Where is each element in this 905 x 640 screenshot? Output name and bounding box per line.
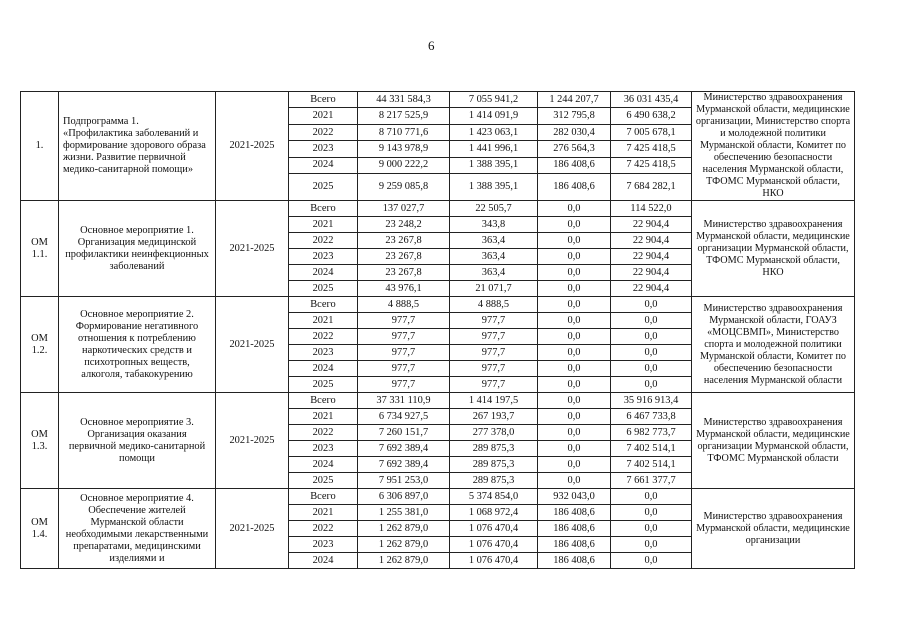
federal-budget-cell: 363,4 bbox=[450, 265, 538, 281]
other-sources-cell: 0,0 bbox=[611, 553, 692, 569]
executors-cell: Министерство здравоохранения Мурманской области, медицинские организации, Министерство спорта и молодежной политики Мурманской области, Комитет по обеспечению безопасности населения Мурманской области, ТФОМС Мурманской области, НКО bbox=[692, 92, 855, 201]
total-cell: 137 027,7 bbox=[358, 201, 450, 217]
regional-budget-cell: 0,0 bbox=[538, 297, 611, 313]
other-sources-cell: 0,0 bbox=[611, 505, 692, 521]
other-sources-cell: 7 684 282,1 bbox=[611, 174, 692, 201]
executors-cell: Министерство здравоохранения Мурманской области, медицинские организации bbox=[692, 489, 855, 569]
item-period: 2021-2025 bbox=[216, 393, 289, 489]
federal-budget-cell: 1 068 972,4 bbox=[450, 505, 538, 521]
regional-budget-cell: 0,0 bbox=[538, 233, 611, 249]
year-cell: 2024 bbox=[289, 553, 358, 569]
federal-budget-cell: 5 374 854,0 bbox=[450, 489, 538, 505]
regional-budget-cell: 0,0 bbox=[538, 473, 611, 489]
other-sources-cell: 0,0 bbox=[611, 329, 692, 345]
total-cell: 1 262 879,0 bbox=[358, 537, 450, 553]
year-cell: 2024 bbox=[289, 265, 358, 281]
item-number: ОМ 1.3. bbox=[21, 393, 59, 489]
other-sources-cell: 0,0 bbox=[611, 361, 692, 377]
total-cell: 9 259 085,8 bbox=[358, 174, 450, 201]
other-sources-cell: 0,0 bbox=[611, 297, 692, 313]
total-cell: 7 951 253,0 bbox=[358, 473, 450, 489]
executors-cell: Министерство здравоохранения Мурманской области, ГОАУЗ «МОЦСВМП», Министерство спорта и молодежной политики Мурманской области, Комитет по обеспечению безопасности населения Мурманской области bbox=[692, 297, 855, 393]
year-cell: 2022 bbox=[289, 329, 358, 345]
federal-budget-cell: 277 378,0 bbox=[450, 425, 538, 441]
item-number: 1. bbox=[21, 92, 59, 201]
item-period: 2021-2025 bbox=[216, 201, 289, 297]
other-sources-cell: 0,0 bbox=[611, 377, 692, 393]
other-sources-cell: 36 031 435,4 bbox=[611, 92, 692, 108]
item-number: ОМ 1.1. bbox=[21, 201, 59, 297]
other-sources-cell: 22 904,4 bbox=[611, 217, 692, 233]
total-cell: 7 692 389,4 bbox=[358, 457, 450, 473]
other-sources-cell: 6 467 733,8 bbox=[611, 409, 692, 425]
regional-budget-cell: 0,0 bbox=[538, 313, 611, 329]
year-cell: 2024 bbox=[289, 157, 358, 173]
other-sources-cell: 0,0 bbox=[611, 537, 692, 553]
federal-budget-cell: 1 441 996,1 bbox=[450, 141, 538, 157]
other-sources-cell: 0,0 bbox=[611, 345, 692, 361]
federal-budget-cell: 363,4 bbox=[450, 233, 538, 249]
year-cell: 2024 bbox=[289, 361, 358, 377]
regional-budget-cell: 282 030,4 bbox=[538, 124, 611, 140]
regional-budget-cell: 186 408,6 bbox=[538, 157, 611, 173]
regional-budget-cell: 0,0 bbox=[538, 425, 611, 441]
other-sources-cell: 22 904,4 bbox=[611, 265, 692, 281]
year-cell: 2023 bbox=[289, 249, 358, 265]
total-cell: 4 888,5 bbox=[358, 297, 450, 313]
item-name: Подпрограмма 1. «Профилактика заболеваний и формирование здорового образа жизни. Развитие первичной медико-санитарной помощи» bbox=[59, 92, 216, 201]
year-cell: 2021 bbox=[289, 108, 358, 124]
federal-budget-cell: 7 055 941,2 bbox=[450, 92, 538, 108]
total-cell: 7 260 151,7 bbox=[358, 425, 450, 441]
other-sources-cell: 0,0 bbox=[611, 521, 692, 537]
regional-budget-cell: 0,0 bbox=[538, 409, 611, 425]
regional-budget-cell: 1 244 207,7 bbox=[538, 92, 611, 108]
regional-budget-cell: 0,0 bbox=[538, 361, 611, 377]
year-cell: Всего bbox=[289, 92, 358, 108]
total-cell: 977,7 bbox=[358, 313, 450, 329]
table-row bbox=[21, 489, 855, 505]
item-name: Основное мероприятие 4. Обеспечение жителей Мурманской области необходимыми лекарственными препаратами, медицинскими изделиями и bbox=[59, 489, 216, 569]
federal-budget-cell: 22 505,7 bbox=[450, 201, 538, 217]
other-sources-cell: 7 661 377,7 bbox=[611, 473, 692, 489]
regional-budget-cell: 276 564,3 bbox=[538, 141, 611, 157]
other-sources-cell: 114 522,0 bbox=[611, 201, 692, 217]
year-cell: 2025 bbox=[289, 377, 358, 393]
total-cell: 7 692 389,4 bbox=[358, 441, 450, 457]
other-sources-cell: 0,0 bbox=[611, 489, 692, 505]
item-number: ОМ 1.2. bbox=[21, 297, 59, 393]
federal-budget-cell: 267 193,7 bbox=[450, 409, 538, 425]
total-cell: 977,7 bbox=[358, 377, 450, 393]
other-sources-cell: 22 904,4 bbox=[611, 249, 692, 265]
regional-budget-cell: 0,0 bbox=[538, 393, 611, 409]
total-cell: 977,7 bbox=[358, 345, 450, 361]
item-period: 2021-2025 bbox=[216, 489, 289, 569]
program-funding-table bbox=[20, 91, 855, 569]
item-number: ОМ 1.4. bbox=[21, 489, 59, 569]
total-cell: 44 331 584,3 bbox=[358, 92, 450, 108]
other-sources-cell: 0,0 bbox=[611, 313, 692, 329]
total-cell: 1 255 381,0 bbox=[358, 505, 450, 521]
total-cell: 8 710 771,6 bbox=[358, 124, 450, 140]
federal-budget-cell: 21 071,7 bbox=[450, 281, 538, 297]
federal-budget-cell: 977,7 bbox=[450, 361, 538, 377]
table-row bbox=[21, 201, 855, 217]
federal-budget-cell: 977,7 bbox=[450, 345, 538, 361]
regional-budget-cell: 186 408,6 bbox=[538, 521, 611, 537]
year-cell: 2025 bbox=[289, 174, 358, 201]
regional-budget-cell: 0,0 bbox=[538, 249, 611, 265]
item-period: 2021-2025 bbox=[216, 92, 289, 201]
federal-budget-cell: 977,7 bbox=[450, 313, 538, 329]
year-cell: Всего bbox=[289, 201, 358, 217]
year-cell: 2022 bbox=[289, 521, 358, 537]
regional-budget-cell: 0,0 bbox=[538, 265, 611, 281]
item-name: Основное мероприятие 3. Организация оказания первичной медико-санитарной помощи bbox=[59, 393, 216, 489]
other-sources-cell: 35 916 913,4 bbox=[611, 393, 692, 409]
federal-budget-cell: 363,4 bbox=[450, 249, 538, 265]
table-row bbox=[21, 92, 855, 108]
total-cell: 6 306 897,0 bbox=[358, 489, 450, 505]
federal-budget-cell: 977,7 bbox=[450, 377, 538, 393]
year-cell: 2023 bbox=[289, 537, 358, 553]
total-cell: 9 143 978,9 bbox=[358, 141, 450, 157]
total-cell: 6 734 927,5 bbox=[358, 409, 450, 425]
regional-budget-cell: 186 408,6 bbox=[538, 553, 611, 569]
federal-budget-cell: 1 076 470,4 bbox=[450, 553, 538, 569]
other-sources-cell: 6 490 638,2 bbox=[611, 108, 692, 124]
year-cell: 2022 bbox=[289, 425, 358, 441]
federal-budget-cell: 1 388 395,1 bbox=[450, 174, 538, 201]
total-cell: 43 976,1 bbox=[358, 281, 450, 297]
total-cell: 977,7 bbox=[358, 361, 450, 377]
year-cell: Всего bbox=[289, 393, 358, 409]
regional-budget-cell: 186 408,6 bbox=[538, 537, 611, 553]
year-cell: 2021 bbox=[289, 505, 358, 521]
year-cell: 2023 bbox=[289, 345, 358, 361]
other-sources-cell: 22 904,4 bbox=[611, 233, 692, 249]
total-cell: 23 248,2 bbox=[358, 217, 450, 233]
executors-cell: Министерство здравоохранения Мурманской области, медицинские организации Мурманской области, ТФОМС Мурманской области, НКО bbox=[692, 201, 855, 297]
federal-budget-cell: 1 414 091,9 bbox=[450, 108, 538, 124]
regional-budget-cell: 0,0 bbox=[538, 217, 611, 233]
year-cell: Всего bbox=[289, 297, 358, 313]
page-number: 6 bbox=[428, 38, 435, 53]
year-cell: 2021 bbox=[289, 217, 358, 233]
year-cell: Всего bbox=[289, 489, 358, 505]
total-cell: 977,7 bbox=[358, 329, 450, 345]
item-period: 2021-2025 bbox=[216, 297, 289, 393]
other-sources-cell: 7 402 514,1 bbox=[611, 457, 692, 473]
other-sources-cell: 7 005 678,1 bbox=[611, 124, 692, 140]
year-cell: 2023 bbox=[289, 441, 358, 457]
other-sources-cell: 6 982 773,7 bbox=[611, 425, 692, 441]
table-row bbox=[21, 393, 855, 409]
year-cell: 2025 bbox=[289, 281, 358, 297]
total-cell: 8 217 525,9 bbox=[358, 108, 450, 124]
table-row bbox=[21, 297, 855, 313]
regional-budget-cell: 0,0 bbox=[538, 457, 611, 473]
federal-budget-cell: 1 388 395,1 bbox=[450, 157, 538, 173]
regional-budget-cell: 0,0 bbox=[538, 377, 611, 393]
federal-budget-cell: 343,8 bbox=[450, 217, 538, 233]
total-cell: 37 331 110,9 bbox=[358, 393, 450, 409]
regional-budget-cell: 0,0 bbox=[538, 441, 611, 457]
year-cell: 2024 bbox=[289, 457, 358, 473]
year-cell: 2022 bbox=[289, 124, 358, 140]
federal-budget-cell: 977,7 bbox=[450, 329, 538, 345]
executors-cell: Министерство здравоохранения Мурманской области, медицинские организации Мурманской области, ТФОМС Мурманской области bbox=[692, 393, 855, 489]
other-sources-cell: 22 904,4 bbox=[611, 281, 692, 297]
year-cell: 2022 bbox=[289, 233, 358, 249]
other-sources-cell: 7 402 514,1 bbox=[611, 441, 692, 457]
federal-budget-cell: 289 875,3 bbox=[450, 473, 538, 489]
regional-budget-cell: 932 043,0 bbox=[538, 489, 611, 505]
federal-budget-cell: 4 888,5 bbox=[450, 297, 538, 313]
federal-budget-cell: 1 423 063,1 bbox=[450, 124, 538, 140]
total-cell: 1 262 879,0 bbox=[358, 553, 450, 569]
year-cell: 2025 bbox=[289, 473, 358, 489]
regional-budget-cell: 186 408,6 bbox=[538, 174, 611, 201]
federal-budget-cell: 1 076 470,4 bbox=[450, 537, 538, 553]
year-cell: 2023 bbox=[289, 141, 358, 157]
total-cell: 9 000 222,2 bbox=[358, 157, 450, 173]
regional-budget-cell: 0,0 bbox=[538, 329, 611, 345]
regional-budget-cell: 0,0 bbox=[538, 345, 611, 361]
total-cell: 1 262 879,0 bbox=[358, 521, 450, 537]
federal-budget-cell: 289 875,3 bbox=[450, 457, 538, 473]
year-cell: 2021 bbox=[289, 313, 358, 329]
item-name: Основное мероприятие 1. Организация медицинской профилактики неинфекционных заболеваний bbox=[59, 201, 216, 297]
federal-budget-cell: 289 875,3 bbox=[450, 441, 538, 457]
regional-budget-cell: 0,0 bbox=[538, 201, 611, 217]
total-cell: 23 267,8 bbox=[358, 265, 450, 281]
year-cell: 2021 bbox=[289, 409, 358, 425]
other-sources-cell: 7 425 418,5 bbox=[611, 141, 692, 157]
other-sources-cell: 7 425 418,5 bbox=[611, 157, 692, 173]
federal-budget-cell: 1 076 470,4 bbox=[450, 521, 538, 537]
item-name: Основное мероприятие 2. Формирование негативного отношения к потреблению наркотических средств и психотропных веществ, алкоголя, табакокурению bbox=[59, 297, 216, 393]
regional-budget-cell: 0,0 bbox=[538, 281, 611, 297]
regional-budget-cell: 312 795,8 bbox=[538, 108, 611, 124]
regional-budget-cell: 186 408,6 bbox=[538, 505, 611, 521]
federal-budget-cell: 1 414 197,5 bbox=[450, 393, 538, 409]
total-cell: 23 267,8 bbox=[358, 249, 450, 265]
total-cell: 23 267,8 bbox=[358, 233, 450, 249]
